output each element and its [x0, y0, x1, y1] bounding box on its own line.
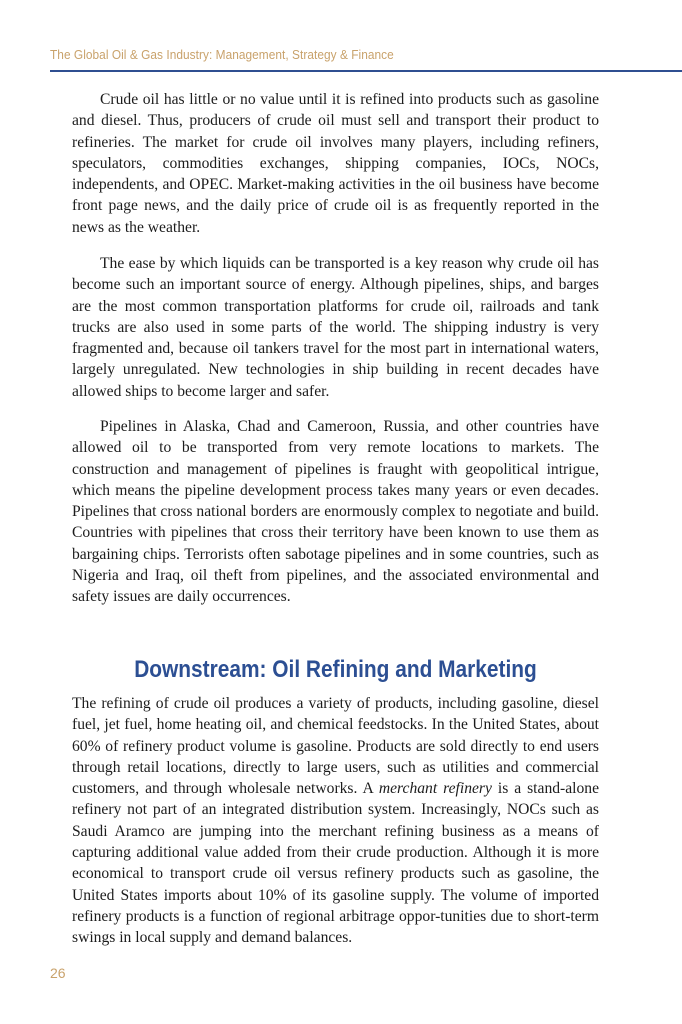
running-header-title: The Global Oil & Gas Industry: Management, Strategy & Finance [50, 47, 394, 62]
paragraph-text-end: is a stand-alone refinery not part of an integrated distribution system. Increasingly, NOCs such as Saudi Aramco are jumping into the merchant refining business as a means of capturing additional value added from their crude production. Although it is more economical to transport crude oil versus refinery products such as gasoline, the United States imports about 10% of its gasoline supply. The volume of imported refinery products is a function of regional arbitrage oppor-tunities due to short-term swings in local supply and demand balances. [72, 780, 599, 947]
page-number: 26 [50, 965, 66, 981]
header-rule [50, 70, 682, 72]
paragraph-text [72, 693, 599, 949]
section-paragraph [72, 693, 599, 949]
body-paragraph [72, 253, 599, 402]
body-paragraph [72, 89, 599, 238]
section-heading: Downstream: Oil Refining and Marketing [134, 656, 537, 683]
paragraph-text: Crude oil has little or no value until it is refined into products such as gasoline and diesel. Thus, producers of crude oil must sell and transport their product to refineries. The market for crude oil involves many players, including refiners, speculators, commodities exchanges, shipping companies, IOCs, NOCs, independents, and OPEC. Market-making activities in the oil business have become front page news, and the daily price of crude oil is as frequently reported in the news as the weather. [72, 91, 599, 236]
paragraph-text: Pipelines in Alaska, Chad and Cameroon, Russia, and other countries have allowed oil to be transported from very remote locations to markets. The construction and management of pipelines is fraught with geopolitical intrigue, which means the pipeline development process takes many years or even decades. Pipelines that cross national borders are enormously complex to negotiate and build. Countries with pipelines that cross their territory have been known to use them as bargaining chips. Terrorists often sabotage pipelines and in some countries, such as Nigeria and Iraq, oil theft from pipelines, and the associated environmental and safety issues are daily occurrences. [72, 418, 599, 606]
body-paragraph [72, 416, 599, 608]
paragraph-text-start: The refining of crude oil produces a variety of products, including gasoline, diesel fuel, jet fuel, home heating oil, and chemical feedstocks. In the United States, about 60% of refinery product volume is gasoline. Products are sold directly to end users through retail locations, directly to large users, such as utilities and commercial customers, and through wholesale networks. A [72, 695, 599, 798]
defined-term: merchant refinery [378, 780, 492, 798]
paragraph-text: The ease by which liquids can be transported is a key reason why crude oil has become such an important source of energy. Although pipelines, ships, and barges are the most common transportation platforms for crude oil, railroads and tank trucks are also used in some parts of the world. The shipping industry is very fragmented and, because oil tankers travel for the most part in international waters, largely unregulated. New technologies in ship building in recent decades have allowed ships to become larger and safer. [72, 255, 599, 400]
